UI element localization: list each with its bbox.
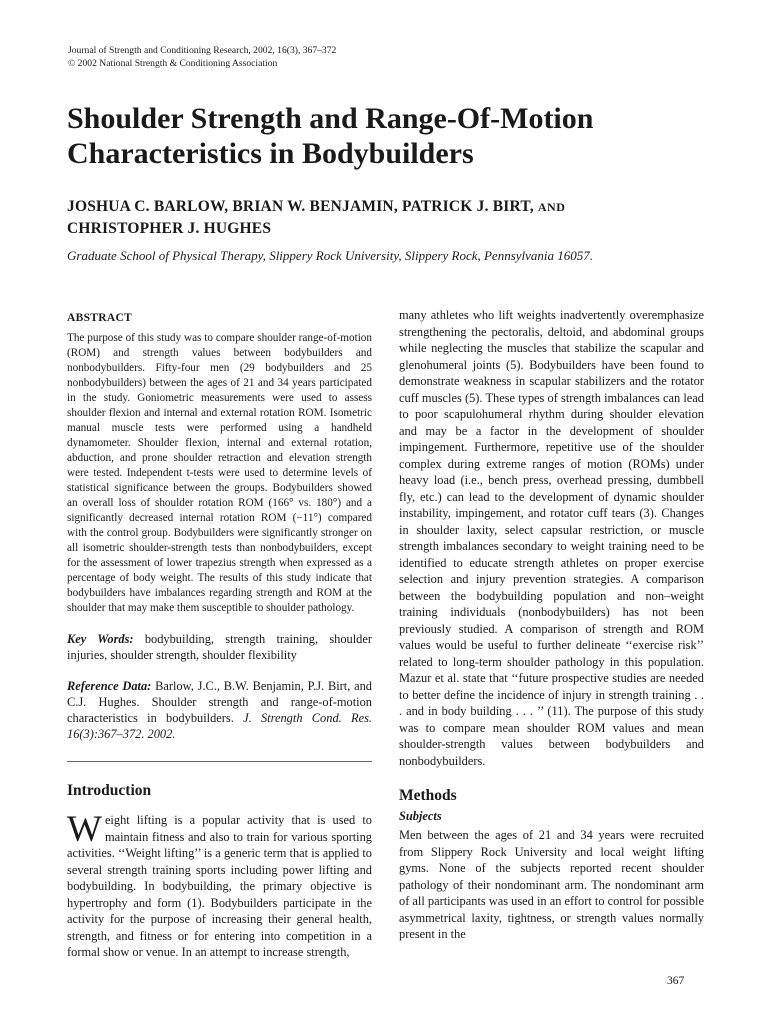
authors-line-1 bbox=[67, 196, 565, 218]
right-column bbox=[399, 307, 704, 943]
introduction-body: eight lifting is a popular activity that is used to maintain fitness and also to train for various sporting activities. ‘‘Weight lifting’’ is a generic term that is applied to several strength training sports including power lifting and bodybuilding. In bodybuilding, the primary objective is hypertrophy and form (1). Bodybuilders participate in the activity for the purpose of increasing their general health, strength, and fitness or for entering into competition in a formal show or venue. In an attempt to increase strength, bbox=[67, 813, 372, 959]
methods-heading: Methods bbox=[399, 787, 457, 804]
right-column-text: many athletes who lift weights inadvertently overemphasize strengthening the pectoralis, deltoid, and abdominal groups while neglecting the muscles that stabilize the scapular and glenohumeral joints (5). Bodybuilders have been found to demonstrate weakness in scapular stabilizers and the rotator cuff muscles (5). These types of strength imbalances can lead to poor scapulohumeral rhythm during shoulder elevation and may be a factor in the development of shoulder impingement. Furthermore, repetitive use of the shoulder complex during extreme ranges of motion (ROMs) under heavy load (i.e., bench press, overhead pressing, dumbbell fly, etc.) can lead to the development of dynamic shoulder instability, impingement, and rotator cuff tears (3). Changes in shoulder laxity, select capsular restriction, or muscle strength imbalances secondary to weight training need to be identified to educate strength athletes on proper exercise selection and injury prevention strategies. A comparison between the bodybuilding population and non–weight training individuals (nonbodybuilders) has not been previously studied. A comparison of strength and ROM values would be useful to further delineate ‘‘exercise risk’’ related to long-term shoulder pathology in this population. Mazur et al. state that ‘‘future prospective studies are needed to better define the incidence of injury in strength training . . . and in body building . . . ’’ (11). The purpose of this study was to compare mean shoulder ROM values and mean shoulder-strength values between bodybuilders and nonbodybuilders. bbox=[399, 308, 704, 768]
journal-line-2: © 2002 National Strength & Conditioning Association bbox=[68, 58, 278, 69]
keywords-text: bodybuilding, strength training, shoulder injuries, shoulder strength, shoulder flexibility bbox=[67, 632, 372, 662]
introduction-heading: Introduction bbox=[67, 782, 152, 799]
paper-title bbox=[67, 101, 593, 171]
journal-line-1: Journal of Strength and Conditioning Research, 2002, 16(3), 367–372 bbox=[68, 45, 337, 56]
authors-names-1: JOSHUA C. BARLOW, BRIAN W. BENJAMIN, PATRICK J. BIRT, bbox=[67, 198, 534, 215]
journal-citation bbox=[68, 44, 336, 70]
abstract-text: The purpose of this study was to compare shoulder range-of-motion (ROM) and strength values between bodybuilders and nonbodybuilders. Fifty-four men (29 bodybuilders and 25 nonbodybuilders) between the ages of 21 and 34 years participated in the study. Goniometric measurements were used to assess shoulder flexion and internal and external rotation ROM. Isometric manual muscle tests were performed using a handheld dynamometer. Shoulder flexion, internal and external rotation, abduction, and prone shoulder retraction and elevation strength were tested. Independent t-tests were used to determine levels of statistical significance between the groups. Bodybuilders showed an overall loss of shoulder rotation ROM (166° vs. 180°) and a significantly decreased internal rotation ROM (−11°) compared with the control group. Bodybuilders were significantly stronger on all isometric shoulder-strength tests than nonbodybuilders, except for the assessment of lower trapezius strength when expressed as a percentage of body weight. The results of this study indicate that bodybuilders have imbalances regarding strength and ROM at the shoulder that may make them susceptible to shoulder pathology. bbox=[67, 332, 372, 614]
subjects-subheading: Subjects bbox=[399, 809, 442, 823]
introduction-text bbox=[67, 809, 372, 961]
keywords-label: Key Words: bbox=[67, 632, 134, 646]
title-line-1: Shoulder Strength and Range-Of-Motion bbox=[67, 102, 594, 135]
authors bbox=[67, 196, 565, 239]
title-line-2: Characteristics in Bodybuilders bbox=[67, 137, 474, 170]
page-number: 367 bbox=[667, 975, 685, 987]
authors-and: AND bbox=[537, 200, 566, 214]
section-divider bbox=[67, 761, 372, 762]
affiliation: Graduate School of Physical Therapy, Slippery Rock University, Slippery Rock, Pennsylvania 16057. bbox=[67, 248, 594, 263]
drop-cap: W bbox=[67, 809, 102, 850]
authors-line-2: CHRISTOPHER J. HUGHES bbox=[67, 220, 272, 237]
keywords bbox=[67, 631, 372, 663]
reference-text: Barlow, J.C., B.W. Benjamin, P.J. Birt, and C.J. Hughes. Shoulder strength and range-of-motion characteristics in bodybuilders. bbox=[67, 679, 372, 725]
left-column bbox=[67, 312, 372, 961]
reference-data bbox=[67, 678, 372, 742]
reference-journal: J. Strength Cond. Res. 16(3):367–372. 2002. bbox=[67, 711, 372, 741]
methods-text: Men between the ages of 21 and 34 years were recruited from Slippery Rock University and local weight lifting gyms. None of the subjects reported recent shoulder pathology of their nondominant arm. The nondominant arm of all participants was used in an effort to control for possible asymmetrical laxity, tightness, or strength values normally present in the bbox=[399, 828, 704, 941]
reference-label: Reference Data: bbox=[67, 679, 152, 693]
abstract-heading: ABSTRACT bbox=[67, 312, 133, 324]
